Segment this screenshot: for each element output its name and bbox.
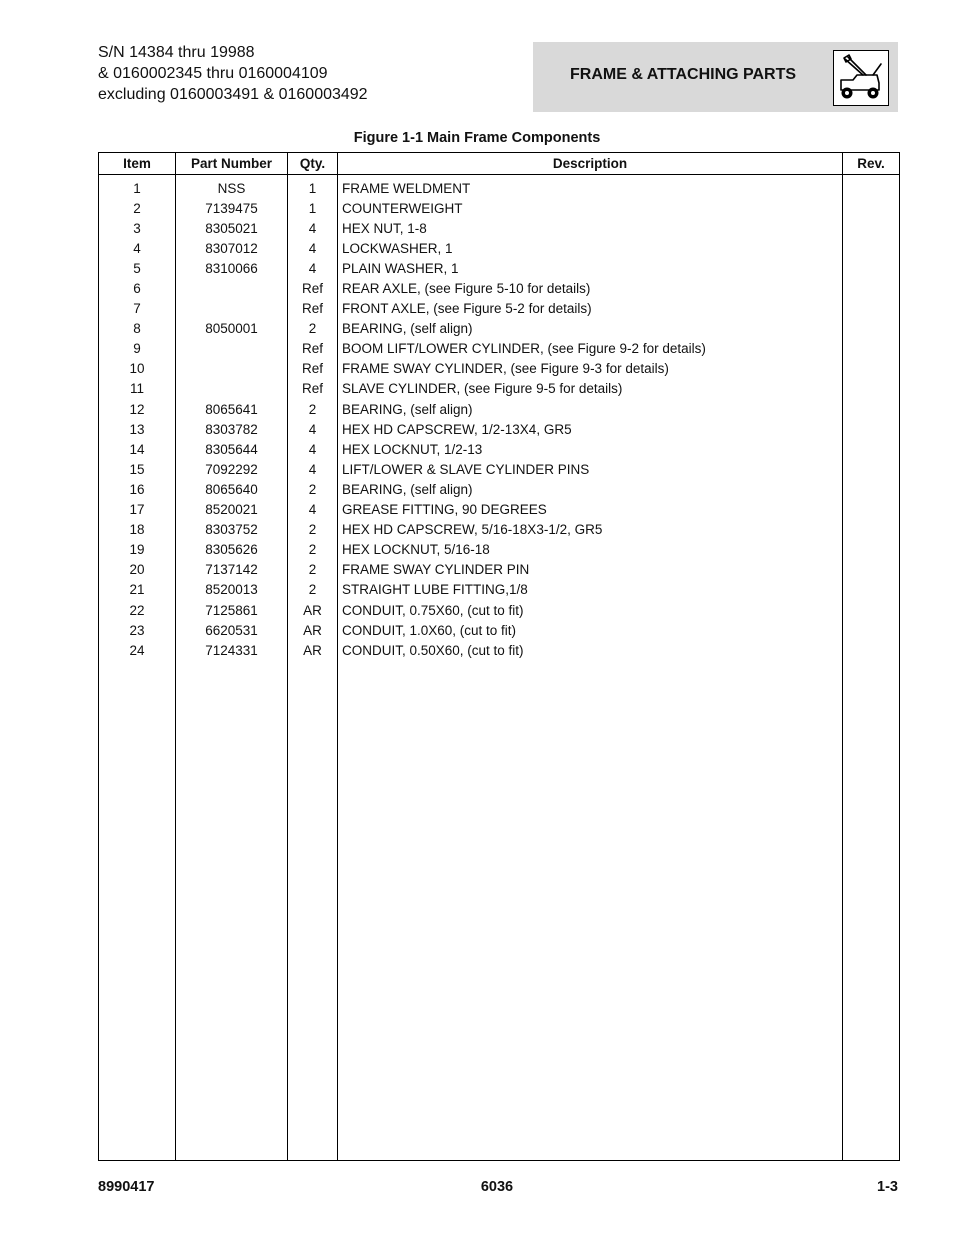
cell-qty: 1	[288, 175, 338, 199]
cell-item: 12	[99, 399, 176, 419]
table-row	[99, 299, 900, 319]
cell-qty: 4	[288, 500, 338, 520]
cell-part-number: 7092292	[176, 459, 288, 479]
table-row	[99, 520, 900, 540]
serial-line-3: excluding 0160003491 & 0160003492	[98, 86, 368, 103]
cell-item: 3	[99, 218, 176, 238]
cell-item: 7	[99, 299, 176, 319]
cell-description: BOOM LIFT/LOWER CYLINDER, (see Figure 9-2 for details)	[338, 339, 843, 359]
cell-item: 4	[99, 238, 176, 258]
table-row	[99, 319, 900, 339]
table-row	[99, 359, 900, 379]
cell-part-number: 8303752	[176, 520, 288, 540]
parts-table	[98, 152, 900, 1161]
serial-line-1: S/N 14384 thru 19988	[98, 44, 255, 61]
filler-cell	[99, 660, 176, 1160]
cell-description: HEX HD CAPSCREW, 1/2-13X4, GR5	[338, 419, 843, 439]
cell-part-number: 8303782	[176, 419, 288, 439]
cell-item: 21	[99, 580, 176, 600]
cell-part-number: 7139475	[176, 198, 288, 218]
cell-qty: 1	[288, 198, 338, 218]
cell-description: HEX LOCKNUT, 1/2-13	[338, 439, 843, 459]
filler-cell	[843, 660, 900, 1160]
cell-qty: 4	[288, 218, 338, 238]
cell-part-number	[176, 379, 288, 399]
cell-item: 22	[99, 600, 176, 620]
cell-qty: 2	[288, 540, 338, 560]
table-row	[99, 540, 900, 560]
cell-description: GREASE FITTING, 90 DEGREES	[338, 500, 843, 520]
column-header-item: Item	[99, 153, 176, 175]
cell-rev	[843, 419, 900, 439]
cell-qty: 4	[288, 258, 338, 278]
filler-cell	[288, 660, 338, 1160]
cell-rev	[843, 238, 900, 258]
boom-lift-machine-icon	[833, 50, 889, 106]
filler-cell	[176, 660, 288, 1160]
cell-qty: 2	[288, 560, 338, 580]
table-row	[99, 439, 900, 459]
table-row	[99, 399, 900, 419]
cell-item: 20	[99, 560, 176, 580]
cell-description: FRAME WELDMENT	[338, 175, 843, 199]
cell-part-number: 8520013	[176, 580, 288, 600]
cell-part-number	[176, 359, 288, 379]
cell-rev	[843, 299, 900, 319]
cell-item: 15	[99, 459, 176, 479]
cell-qty: Ref	[288, 278, 338, 298]
cell-description: REAR AXLE, (see Figure 5-10 for details)	[338, 278, 843, 298]
cell-part-number: 7125861	[176, 600, 288, 620]
cell-qty: 4	[288, 238, 338, 258]
cell-description: CONDUIT, 1.0X60, (cut to fit)	[338, 620, 843, 640]
cell-rev	[843, 359, 900, 379]
footer-document-number: 8990417	[98, 1179, 155, 1195]
cell-description: STRAIGHT LUBE FITTING,1/8	[338, 580, 843, 600]
cell-qty: Ref	[288, 339, 338, 359]
cell-part-number: 8310066	[176, 258, 288, 278]
cell-description: BEARING, (self align)	[338, 479, 843, 499]
table-header-row	[99, 153, 900, 175]
cell-description: COUNTERWEIGHT	[338, 198, 843, 218]
cell-rev	[843, 319, 900, 339]
table-row	[99, 198, 900, 218]
cell-rev	[843, 560, 900, 580]
cell-description: LIFT/LOWER & SLAVE CYLINDER PINS	[338, 459, 843, 479]
table-row	[99, 175, 900, 199]
cell-description: PLAIN WASHER, 1	[338, 258, 843, 278]
cell-rev	[843, 459, 900, 479]
cell-rev	[843, 218, 900, 238]
cell-qty: 4	[288, 459, 338, 479]
cell-description: SLAVE CYLINDER, (see Figure 9-5 for details)	[338, 379, 843, 399]
cell-qty: 2	[288, 479, 338, 499]
cell-part-number: 8307012	[176, 238, 288, 258]
parts-table-body	[99, 175, 900, 1161]
cell-item: 10	[99, 359, 176, 379]
cell-item: 5	[99, 258, 176, 278]
cell-part-number: 8305626	[176, 540, 288, 560]
table-row	[99, 640, 900, 660]
cell-description: CONDUIT, 0.50X60, (cut to fit)	[338, 640, 843, 660]
cell-item: 11	[99, 379, 176, 399]
cell-description: FRONT AXLE, (see Figure 5-2 for details)	[338, 299, 843, 319]
cell-part-number: 7137142	[176, 560, 288, 580]
table-row	[99, 278, 900, 298]
cell-rev	[843, 379, 900, 399]
filler-cell	[338, 660, 843, 1160]
cell-part-number	[176, 299, 288, 319]
footer-page-number: 1-3	[877, 1179, 898, 1195]
table-row	[99, 238, 900, 258]
cell-qty: AR	[288, 640, 338, 660]
table-row	[99, 580, 900, 600]
cell-description: FRAME SWAY CYLINDER, (see Figure 9-3 for details)	[338, 359, 843, 379]
table-row	[99, 600, 900, 620]
cell-part-number	[176, 278, 288, 298]
cell-qty: 2	[288, 399, 338, 419]
cell-item: 9	[99, 339, 176, 359]
cell-qty: 2	[288, 520, 338, 540]
cell-part-number: 7124331	[176, 640, 288, 660]
serial-line-2: & 0160002345 thru 0160004109	[98, 65, 328, 82]
table-row	[99, 500, 900, 520]
cell-part-number: 8305021	[176, 218, 288, 238]
figure-title: Figure 1-1 Main Frame Components	[353, 130, 601, 146]
cell-qty: 2	[288, 580, 338, 600]
cell-rev	[843, 258, 900, 278]
cell-description: FRAME SWAY CYLINDER PIN	[338, 560, 843, 580]
cell-item: 19	[99, 540, 176, 560]
footer-model-number: 6036	[480, 1179, 514, 1195]
table-row	[99, 459, 900, 479]
cell-qty: AR	[288, 620, 338, 640]
cell-part-number: 8050001	[176, 319, 288, 339]
cell-rev	[843, 198, 900, 218]
cell-rev	[843, 175, 900, 199]
table-row	[99, 479, 900, 499]
cell-rev	[843, 600, 900, 620]
cell-part-number: 8305644	[176, 439, 288, 459]
cell-qty: AR	[288, 600, 338, 620]
cell-rev	[843, 580, 900, 600]
cell-rev	[843, 640, 900, 660]
cell-part-number: NSS	[176, 175, 288, 199]
cell-qty: 4	[288, 419, 338, 439]
cell-part-number: 8065641	[176, 399, 288, 419]
cell-part-number: 8520021	[176, 500, 288, 520]
cell-item: 14	[99, 439, 176, 459]
cell-rev	[843, 278, 900, 298]
cell-item: 18	[99, 520, 176, 540]
cell-rev	[843, 439, 900, 459]
table-row	[99, 339, 900, 359]
cell-rev	[843, 399, 900, 419]
serial-number-block	[98, 42, 368, 105]
section-banner	[533, 42, 898, 112]
table-row	[99, 560, 900, 580]
cell-item: 1	[99, 175, 176, 199]
cell-description: BEARING, (self align)	[338, 399, 843, 419]
cell-rev	[843, 479, 900, 499]
column-header-qty: Qty.	[288, 153, 338, 175]
cell-item: 17	[99, 500, 176, 520]
cell-qty: Ref	[288, 359, 338, 379]
cell-item: 8	[99, 319, 176, 339]
cell-item: 6	[99, 278, 176, 298]
cell-description: HEX NUT, 1-8	[338, 218, 843, 238]
cell-part-number: 6620531	[176, 620, 288, 640]
cell-item: 24	[99, 640, 176, 660]
cell-description: BEARING, (self align)	[338, 319, 843, 339]
cell-rev	[843, 620, 900, 640]
cell-description: CONDUIT, 0.75X60, (cut to fit)	[338, 600, 843, 620]
column-header-part-number: Part Number	[176, 153, 288, 175]
cell-description: HEX LOCKNUT, 5/16-18	[338, 540, 843, 560]
cell-part-number: 8065640	[176, 479, 288, 499]
cell-item: 13	[99, 419, 176, 439]
cell-rev	[843, 520, 900, 540]
cell-qty: 4	[288, 439, 338, 459]
cell-rev	[843, 540, 900, 560]
cell-item: 2	[99, 198, 176, 218]
section-title: FRAME & ATTACHING PARTS	[570, 66, 797, 83]
cell-qty: Ref	[288, 379, 338, 399]
table-row	[99, 419, 900, 439]
table-row	[99, 258, 900, 278]
cell-item: 16	[99, 479, 176, 499]
cell-qty: Ref	[288, 299, 338, 319]
cell-description: LOCKWASHER, 1	[338, 238, 843, 258]
column-header-rev: Rev.	[843, 153, 900, 175]
table-filler-row	[99, 660, 900, 1160]
table-row	[99, 218, 900, 238]
cell-rev	[843, 339, 900, 359]
cell-qty: 2	[288, 319, 338, 339]
cell-part-number	[176, 339, 288, 359]
column-header-description: Description	[338, 153, 843, 175]
cell-description: HEX HD CAPSCREW, 5/16-18X3-1/2, GR5	[338, 520, 843, 540]
cell-item: 23	[99, 620, 176, 640]
cell-rev	[843, 500, 900, 520]
table-row	[99, 379, 900, 399]
table-row	[99, 620, 900, 640]
